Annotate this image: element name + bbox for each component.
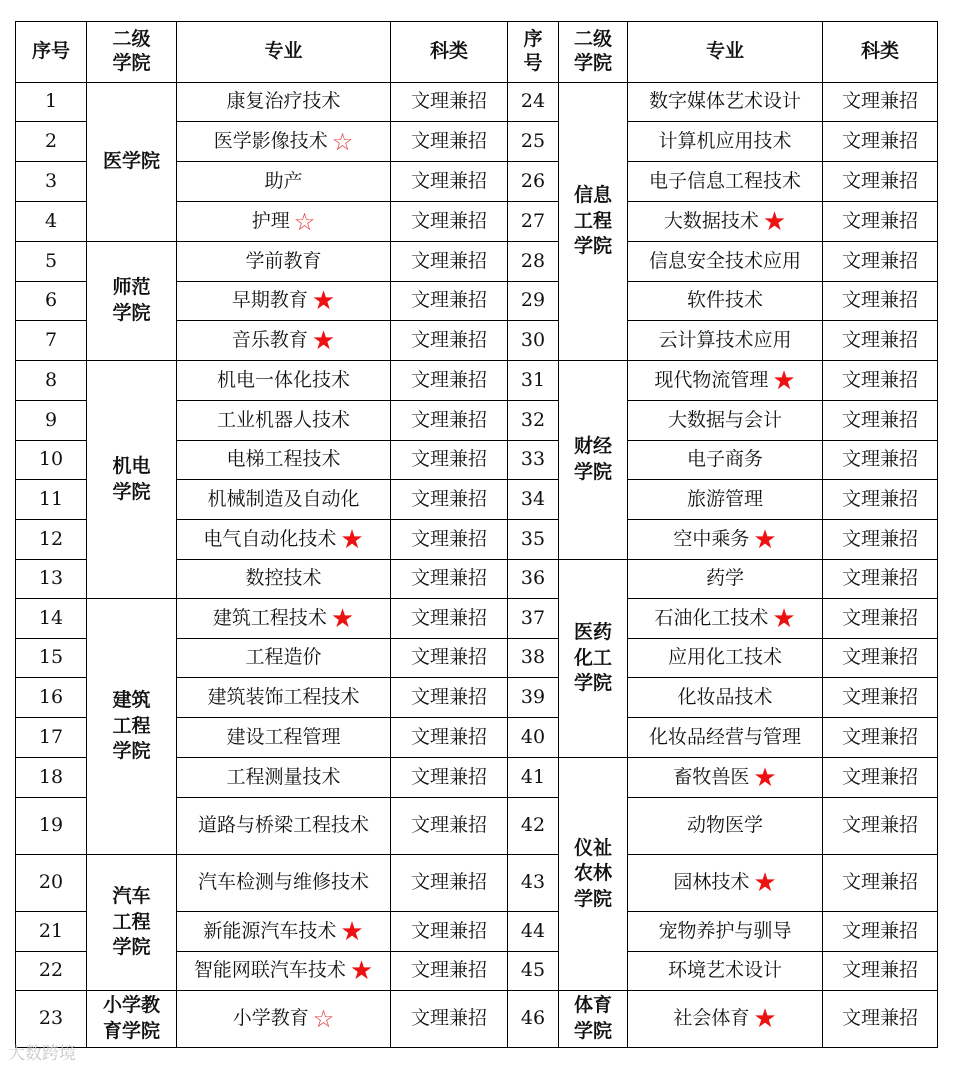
major-cell [177, 758, 391, 798]
row-number: 15 [16, 639, 87, 678]
table-row [16, 991, 938, 1048]
category-cell: 文理兼招 [391, 202, 508, 242]
college-cell: 汽车 工程 学院 [87, 855, 177, 991]
major-cell [628, 991, 823, 1048]
row-number: 9 [16, 401, 87, 441]
major-cell [628, 361, 823, 401]
category-cell: 文理兼招 [823, 401, 938, 441]
major-name: 现代物流管理 [654, 368, 769, 391]
row-number: 19 [16, 798, 87, 855]
major-name: 智能网联汽车技术 [193, 959, 346, 981]
major-cell [628, 480, 823, 520]
category-cell: 文理兼招 [823, 83, 938, 122]
table-row [16, 361, 938, 401]
category-cell: 文理兼招 [391, 952, 508, 991]
major-name: 助产 [264, 169, 303, 192]
header-category: 科类 [391, 22, 508, 83]
category-cell: 文理兼招 [823, 282, 938, 321]
major-name: 工业机器人技术 [216, 408, 350, 431]
major-cell [177, 361, 391, 401]
major-cell [177, 401, 391, 441]
category-cell: 文理兼招 [391, 441, 508, 480]
major-name: 环境艺术设计 [667, 959, 782, 982]
major-cell [628, 952, 823, 991]
major-cell [628, 122, 823, 162]
major-name: 园林技术 [673, 871, 750, 893]
major-name: 社会体育 [673, 1007, 750, 1029]
row-number: 25 [508, 122, 559, 162]
major-name: 大数据与会计 [667, 408, 782, 431]
row-number: 20 [16, 855, 87, 912]
header-major-right: 专业 [628, 22, 823, 83]
header-category-right: 科类 [823, 22, 938, 83]
college-cell: 医学院 [87, 83, 177, 242]
row-number: 29 [508, 282, 559, 321]
row-number: 43 [508, 855, 559, 912]
major-cell [177, 639, 391, 678]
major-cell [628, 798, 823, 855]
major-name: 道路与桥梁工程技术 [197, 814, 369, 837]
category-cell: 文理兼招 [391, 678, 508, 718]
major-name: 建设工程管理 [226, 725, 341, 748]
major-cell [628, 83, 823, 122]
category-cell: 文理兼招 [391, 321, 508, 361]
row-number: 45 [508, 952, 559, 991]
category-cell: 文理兼招 [391, 361, 508, 401]
major-name: 信息安全技术应用 [648, 249, 801, 272]
row-number: 7 [16, 321, 87, 361]
category-cell: 文理兼招 [391, 122, 508, 162]
major-name: 电气自动化技术 [203, 527, 337, 550]
category-cell: 文理兼招 [823, 321, 938, 361]
row-number: 32 [508, 401, 559, 441]
hollow-star-icon: ☆ [312, 1005, 335, 1033]
major-name: 医学影像技术 [213, 129, 328, 152]
row-number: 22 [16, 952, 87, 991]
major-name: 动物医学 [686, 814, 763, 837]
category-cell: 文理兼招 [391, 560, 508, 599]
major-name: 小学教育 [232, 1007, 309, 1029]
major-name: 建筑工程技术 [212, 606, 327, 629]
major-cell [177, 480, 391, 520]
category-cell: 文理兼招 [823, 480, 938, 520]
major-name: 早期教育 [231, 289, 308, 311]
college-cell: 体育 学院 [559, 991, 628, 1048]
row-number: 38 [508, 639, 559, 678]
row-number: 41 [508, 758, 559, 798]
solid-star-icon: ★ [753, 1004, 777, 1034]
major-name: 旅游管理 [686, 487, 763, 510]
major-cell [177, 952, 391, 991]
row-number: 10 [16, 441, 87, 480]
major-name: 软件技术 [686, 289, 763, 312]
category-cell: 文理兼招 [823, 361, 938, 401]
solid-star-icon: ★ [762, 206, 787, 237]
major-cell [628, 242, 823, 282]
category-cell: 文理兼招 [391, 520, 508, 560]
major-name: 计算机应用技术 [658, 129, 792, 152]
major-name: 化妆品经营与管理 [648, 725, 801, 748]
row-number: 16 [16, 678, 87, 718]
category-cell: 文理兼招 [823, 798, 938, 855]
row-number: 12 [16, 520, 87, 560]
major-cell [177, 991, 391, 1048]
row-number: 11 [16, 480, 87, 520]
major-cell [628, 912, 823, 952]
solid-star-icon: ★ [330, 603, 355, 634]
row-number: 4 [16, 202, 87, 242]
category-cell: 文理兼招 [391, 599, 508, 639]
solid-star-icon: ★ [753, 762, 777, 793]
category-cell: 文理兼招 [391, 718, 508, 758]
header-row [16, 22, 938, 83]
solid-star-icon: ★ [753, 868, 777, 898]
college-cell: 师范 学院 [87, 242, 177, 361]
category-cell: 文理兼招 [391, 282, 508, 321]
major-name: 机械制造及自动化 [207, 487, 360, 510]
major-cell [628, 560, 823, 599]
major-name: 化妆品技术 [677, 685, 773, 708]
major-cell [628, 599, 823, 639]
row-number: 40 [508, 718, 559, 758]
row-number: 23 [16, 991, 87, 1048]
major-name: 石油化工技术 [654, 606, 769, 629]
row-number: 46 [508, 991, 559, 1048]
row-number: 30 [508, 321, 559, 361]
table-row [16, 855, 938, 912]
major-name: 音乐教育 [231, 328, 308, 351]
category-cell: 文理兼招 [823, 202, 938, 242]
row-number: 24 [508, 83, 559, 122]
college-cell: 机电 学院 [87, 361, 177, 599]
row-number: 3 [16, 162, 87, 202]
college-cell: 仪祉 农林 学院 [559, 758, 628, 991]
college-cell: 财经 学院 [559, 361, 628, 560]
major-cell [177, 599, 391, 639]
row-number: 44 [508, 912, 559, 952]
major-cell [177, 202, 391, 242]
major-name: 宠物养护与驯导 [658, 919, 792, 942]
row-number: 21 [16, 912, 87, 952]
college-cell: 小学教 育学院 [87, 991, 177, 1048]
header-seq-right: 序 号 [508, 22, 559, 83]
table-row [16, 83, 938, 122]
category-cell: 文理兼招 [391, 912, 508, 952]
row-number: 28 [508, 242, 559, 282]
major-cell [177, 520, 391, 560]
major-cell [628, 321, 823, 361]
major-cell [628, 678, 823, 718]
row-number: 2 [16, 122, 87, 162]
major-cell [177, 441, 391, 480]
category-cell: 文理兼招 [823, 678, 938, 718]
major-name: 大数据技术 [663, 209, 759, 232]
major-name: 畜牧兽医 [673, 765, 750, 788]
major-cell [628, 401, 823, 441]
major-cell [628, 162, 823, 202]
category-cell: 文理兼招 [823, 520, 938, 560]
major-cell [628, 758, 823, 798]
header-college-right: 二级 学院 [559, 22, 628, 83]
row-number: 34 [508, 480, 559, 520]
row-number: 26 [508, 162, 559, 202]
row-number: 8 [16, 361, 87, 401]
category-cell: 文理兼招 [823, 912, 938, 952]
major-cell [628, 718, 823, 758]
row-number: 17 [16, 718, 87, 758]
header-college: 二级 学院 [87, 22, 177, 83]
major-name: 电子信息工程技术 [648, 169, 801, 192]
category-cell: 文理兼招 [391, 480, 508, 520]
category-cell: 文理兼招 [391, 798, 508, 855]
category-cell: 文理兼招 [391, 242, 508, 282]
category-cell: 文理兼招 [823, 991, 938, 1048]
major-name: 空中乘务 [673, 527, 750, 550]
major-cell [628, 855, 823, 912]
row-number: 18 [16, 758, 87, 798]
category-cell: 文理兼招 [391, 991, 508, 1048]
major-cell [177, 678, 391, 718]
major-cell [177, 855, 391, 912]
major-name: 应用化工技术 [667, 646, 782, 669]
category-cell: 文理兼招 [823, 122, 938, 162]
header-seq: 序号 [16, 22, 87, 83]
major-name: 机电一体化技术 [216, 368, 350, 391]
major-name: 新能源汽车技术 [203, 919, 337, 942]
solid-star-icon: ★ [311, 325, 336, 356]
row-number: 1 [16, 83, 87, 122]
row-number: 42 [508, 798, 559, 855]
major-cell [628, 639, 823, 678]
category-cell: 文理兼招 [391, 639, 508, 678]
row-number: 31 [508, 361, 559, 401]
category-cell: 文理兼招 [823, 162, 938, 202]
major-cell [628, 441, 823, 480]
major-name: 护理 [251, 209, 290, 232]
major-cell [628, 520, 823, 560]
solid-star-icon: ★ [349, 956, 374, 986]
category-cell: 文理兼招 [823, 560, 938, 599]
row-number: 5 [16, 242, 87, 282]
category-cell: 文理兼招 [823, 952, 938, 991]
table-row [16, 599, 938, 639]
row-number: 14 [16, 599, 87, 639]
major-cell [177, 321, 391, 361]
category-cell: 文理兼招 [391, 83, 508, 122]
major-name: 药学 [705, 567, 744, 590]
major-cell [177, 718, 391, 758]
solid-star-icon: ★ [772, 603, 796, 634]
category-cell: 文理兼招 [823, 242, 938, 282]
category-cell: 文理兼招 [823, 718, 938, 758]
category-cell: 文理兼招 [823, 639, 938, 678]
category-cell: 文理兼招 [391, 401, 508, 441]
majors-table [15, 21, 938, 1048]
major-cell [177, 912, 391, 952]
row-number: 36 [508, 560, 559, 599]
major-name: 电子商务 [686, 448, 763, 471]
solid-star-icon: ★ [340, 524, 364, 555]
category-cell: 文理兼招 [823, 599, 938, 639]
major-name: 数控技术 [245, 567, 322, 590]
major-cell [628, 282, 823, 321]
major-name: 数字媒体艺术设计 [648, 90, 801, 113]
major-cell [177, 162, 391, 202]
header-major: 专业 [177, 22, 391, 83]
major-name: 电梯工程技术 [226, 448, 341, 471]
row-number: 33 [508, 441, 559, 480]
major-name: 学前教育 [245, 249, 322, 272]
solid-star-icon: ★ [340, 916, 364, 947]
solid-star-icon: ★ [311, 286, 336, 316]
major-cell [177, 242, 391, 282]
hollow-star-icon: ☆ [293, 207, 316, 236]
category-cell: 文理兼招 [823, 855, 938, 912]
major-name: 汽车检测与维修技术 [197, 871, 369, 894]
table-body [16, 22, 938, 1048]
row-number: 27 [508, 202, 559, 242]
row-number: 13 [16, 560, 87, 599]
table-row [16, 242, 938, 282]
watermark: 大数跨境 [8, 1044, 76, 1064]
hollow-star-icon: ☆ [331, 127, 354, 156]
row-number: 37 [508, 599, 559, 639]
solid-star-icon: ★ [772, 365, 796, 396]
category-cell: 文理兼招 [391, 855, 508, 912]
college-cell: 医药 化工 学院 [559, 560, 628, 758]
category-cell: 文理兼招 [391, 162, 508, 202]
major-cell [177, 798, 391, 855]
major-name: 建筑装饰工程技术 [207, 685, 360, 708]
major-cell [177, 83, 391, 122]
category-cell: 文理兼招 [391, 758, 508, 798]
row-number: 39 [508, 678, 559, 718]
major-cell [177, 560, 391, 599]
major-name: 工程测量技术 [226, 765, 341, 788]
solid-star-icon: ★ [753, 524, 777, 555]
college-cell: 建筑 工程 学院 [87, 599, 177, 855]
category-cell: 文理兼招 [823, 441, 938, 480]
major-name: 工程造价 [245, 646, 322, 669]
row-number: 6 [16, 282, 87, 321]
major-cell [177, 282, 391, 321]
row-number: 35 [508, 520, 559, 560]
major-name: 云计算技术应用 [658, 328, 792, 351]
category-cell: 文理兼招 [823, 758, 938, 798]
major-cell [628, 202, 823, 242]
major-name: 康复治疗技术 [226, 90, 341, 113]
college-cell: 信息 工程 学院 [559, 83, 628, 361]
major-cell [177, 122, 391, 162]
